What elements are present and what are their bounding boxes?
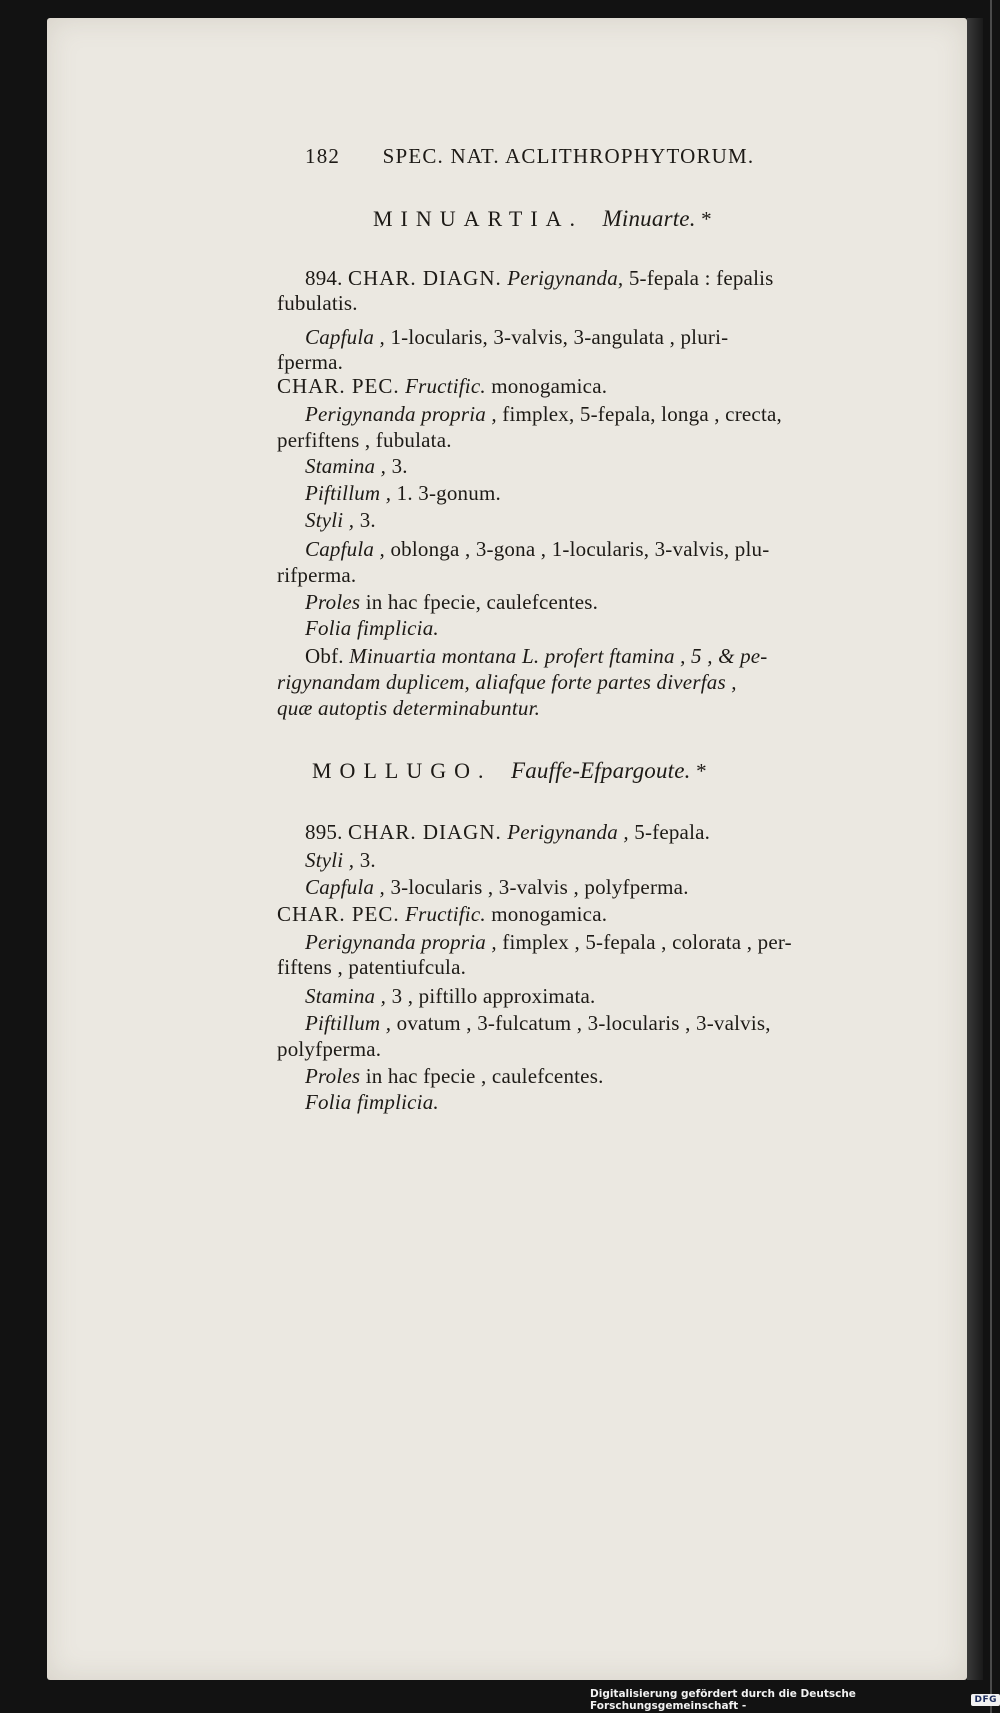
term: Piftillum , (305, 1011, 392, 1035)
term: Capfula , (305, 325, 385, 349)
entry-line (305, 481, 501, 506)
entry-line (305, 1011, 771, 1036)
entry-line (305, 875, 689, 900)
text-line: fperma. (277, 350, 344, 374)
genus-asterisk: * (701, 207, 712, 231)
digitization-credit (590, 1690, 1000, 1710)
term: Stamina , (305, 454, 387, 478)
text-line: Folia fimplicia. (305, 616, 439, 640)
book-page (47, 18, 967, 1680)
term: Perigynanda propria , (305, 930, 497, 954)
description: in hac fpecie, caulefcentes. (365, 590, 599, 614)
description: 5-fepala : fepalis (628, 266, 774, 290)
entry-line (305, 402, 782, 427)
page-number: 182 (305, 144, 341, 168)
text-line: rigynandam duplicem, aliafque forte partes diverfas , (277, 670, 737, 694)
entry-line (277, 374, 607, 399)
entry-line (305, 454, 408, 479)
genus-heading-mollugo (312, 758, 707, 784)
term: Fructific. (405, 374, 486, 398)
char-diagn-label: CHAR. DIAGN. (348, 820, 502, 844)
term: Proles (305, 1064, 361, 1088)
dfg-logo: DFG (971, 1694, 1000, 1706)
char-pec-label: CHAR. PEC. (277, 902, 400, 926)
entry-line (305, 848, 376, 873)
description: oblonga , 3-gona , 1-locularis, 3-valvis, plu- (390, 537, 770, 561)
credit-text: Digitalisierung gefördert durch die Deutsche Forschungsgemeinschaft - (590, 1688, 856, 1712)
entry-number: 894. (305, 266, 343, 290)
entry-line (305, 537, 769, 562)
description: monogamica. (491, 374, 608, 398)
term: Capfula , (305, 875, 385, 899)
genus-common-name: Minuarte. (602, 206, 696, 231)
entry-line (305, 508, 376, 533)
text-line: perfiftens , fubulata. (277, 428, 452, 452)
entry-line (305, 984, 595, 1009)
term: Proles (305, 590, 361, 614)
genus-heading-minuartia (373, 206, 712, 232)
term: Perigynanda, (507, 266, 624, 290)
description: fimplex, 5-fepala, longa , crecta, (502, 402, 782, 426)
page-text (47, 18, 967, 1680)
text-line: fubulatis. (277, 291, 358, 315)
entry-line (277, 902, 607, 927)
term: Fructific. (405, 902, 486, 926)
term: Stamina , (305, 984, 387, 1008)
text-line: polyfperma. (277, 1037, 382, 1061)
description: ovatum , 3-fulcatum , 3-locularis , 3-valvis, (396, 1011, 771, 1035)
text-line: Folia fimplicia. (305, 1090, 439, 1114)
term: Capfula , (305, 537, 385, 561)
description: 3-locularis , 3-valvis , polyfperma. (390, 875, 689, 899)
text-line: fiftens , patentiufcula. (277, 955, 467, 979)
page-edge-shadow (967, 18, 983, 1680)
entry-line (305, 1064, 604, 1089)
term: Styli , (305, 848, 355, 872)
description: fimplex , 5-fepala , colorata , per- (502, 930, 792, 954)
text-line: rifperma. (277, 563, 357, 587)
entry-line (305, 930, 792, 955)
observation-text: Minuartia montana L. profert ftamina , 5 , & pe- (349, 644, 768, 668)
entry-line (305, 266, 774, 291)
page-header (305, 144, 754, 169)
entry-line (305, 820, 710, 845)
binding-edge-line (990, 0, 992, 1713)
description: 3. (359, 508, 376, 532)
genus-name: MINUARTIA. (373, 206, 584, 231)
char-pec-label: CHAR. PEC. (277, 374, 400, 398)
description: 3. (391, 454, 408, 478)
description: 3 , piftillo approximata. (391, 984, 596, 1008)
entry-line (305, 590, 598, 615)
term: Piftillum , (305, 481, 392, 505)
text-line: quæ autoptis determinabuntur. (277, 696, 541, 720)
genus-common-name: Fauffe-Efpargoute. (510, 758, 691, 783)
entry-line (305, 325, 728, 350)
term: Perigynanda , (507, 820, 629, 844)
char-diagn-label: CHAR. DIAGN. (348, 266, 502, 290)
description: 1-locularis, 3-valvis, 3-angulata , pluri- (390, 325, 729, 349)
running-title: SPEC. NAT. ACLITHROPHYTORUM. (382, 144, 755, 168)
description: in hac fpecie , caulefcentes. (365, 1064, 604, 1088)
description: 3. (359, 848, 376, 872)
entry-number: 895. (305, 820, 343, 844)
description: 1. 3-gonum. (396, 481, 501, 505)
obs-label: Obf. (305, 644, 344, 668)
description: 5-fepala. (634, 820, 711, 844)
description: monogamica. (491, 902, 608, 926)
term: Styli , (305, 508, 355, 532)
genus-name: MOLLUGO. (312, 758, 492, 783)
term: Perigynanda propria , (305, 402, 497, 426)
genus-asterisk: * (696, 759, 707, 783)
observation-line (305, 644, 768, 669)
